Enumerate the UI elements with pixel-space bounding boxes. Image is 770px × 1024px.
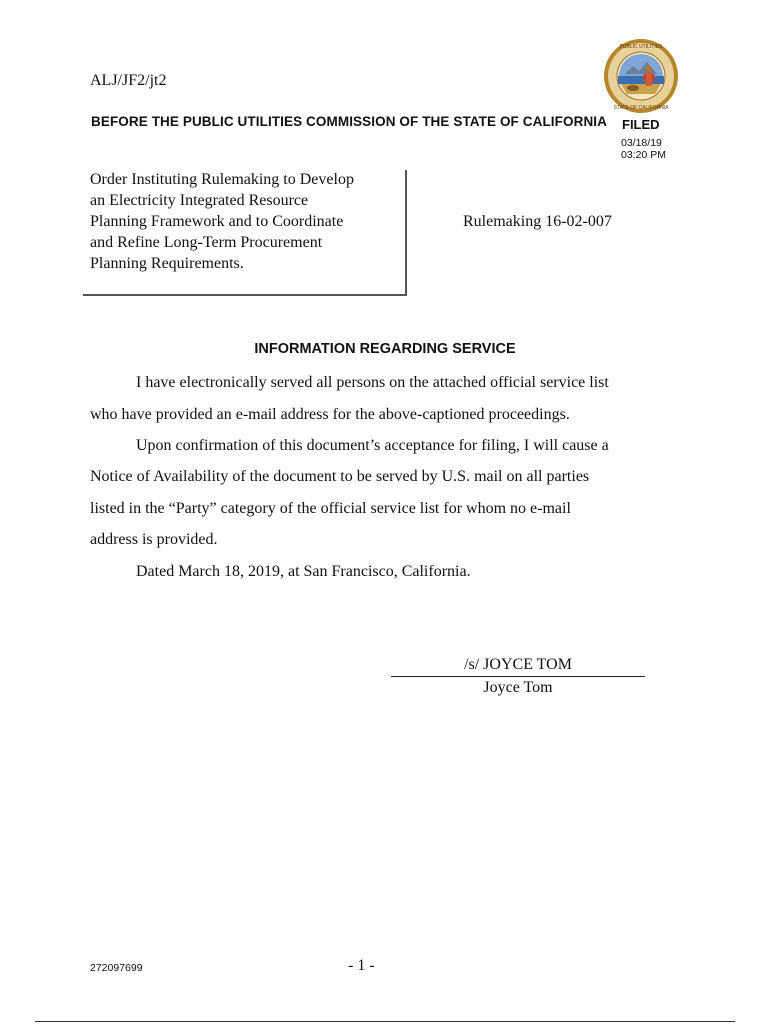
- svg-text:PUBLIC UTILITIES: PUBLIC UTILITIES: [619, 44, 663, 50]
- state-seal-icon: [603, 38, 679, 114]
- body-line: who have provided an e-mail address for the above-captioned proceedings.: [90, 406, 570, 423]
- signature-name: Joyce Tom: [483, 679, 553, 696]
- signature-line: [391, 676, 645, 677]
- section-title: INFORMATION REGARDING SERVICE: [254, 341, 516, 357]
- filed-stamp-time: 03:20 PM: [621, 149, 666, 161]
- caption-line: Planning Requirements.: [90, 255, 244, 272]
- body-line: Dated March 18, 2019, at San Francisco, California.: [136, 563, 471, 580]
- body-line: Notice of Availability of the document to be served by U.S. mail on all parties: [90, 468, 590, 485]
- caption-line: Order Instituting Rulemaking to Develop: [90, 171, 354, 188]
- document-number: 272097699: [90, 962, 143, 974]
- docket-number: Rulemaking 16-02-007: [463, 213, 612, 230]
- court-heading: BEFORE THE PUBLIC UTILITIES COMMISSION OF THE STATE OF CALIFORNIA: [91, 114, 607, 129]
- header-code: ALJ/JF2/jt2: [90, 72, 167, 89]
- caption-line: and Refine Long-Term Procurement: [90, 234, 323, 251]
- filed-stamp-date: 03/18/19: [621, 137, 662, 149]
- body-line: address is provided.: [90, 531, 218, 548]
- signature-slash: /s/ JOYCE TOM: [464, 656, 572, 673]
- footer-rule: [35, 1021, 735, 1022]
- svg-text:STATE OF CALIFORNIA: STATE OF CALIFORNIA: [613, 105, 669, 111]
- page-number: - 1 -: [348, 957, 375, 974]
- caption-line: Planning Framework and to Coordinate: [90, 213, 344, 230]
- body-line: listed in the “Party” category of the official service list for whom no e-mail: [90, 500, 571, 517]
- body-line: I have electronically served all persons on the attached official service list: [136, 374, 609, 391]
- caption-line: an Electricity Integrated Resource: [90, 192, 309, 209]
- body-line: Upon confirmation of this document’s acceptance for filing, I will cause a: [136, 437, 609, 454]
- filed-stamp-label: FILED: [622, 117, 660, 132]
